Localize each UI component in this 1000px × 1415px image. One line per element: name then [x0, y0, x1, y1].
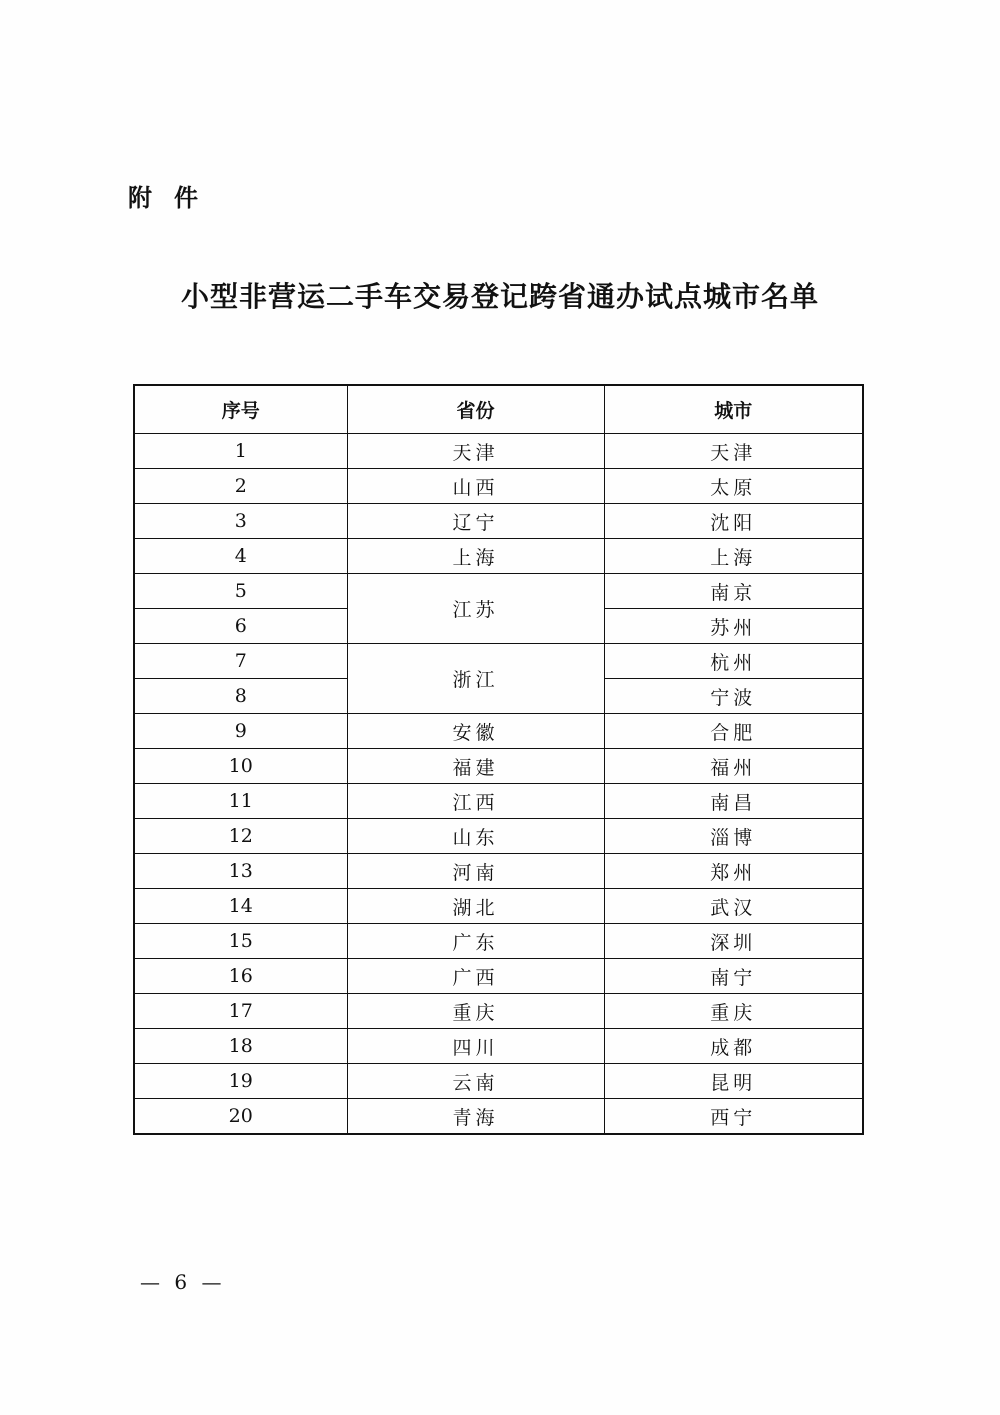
city-cell: 淄博	[604, 819, 863, 854]
city-cell: 宁波	[604, 679, 863, 714]
row-number-cell: 17	[134, 994, 347, 1029]
province-cell: 重庆	[347, 994, 604, 1029]
row-number-cell: 19	[134, 1064, 347, 1099]
province-cell: 浙江	[347, 644, 604, 714]
row-number-cell: 1	[134, 434, 347, 469]
row-number-cell: 6	[134, 609, 347, 644]
column-header-number: 序号	[134, 385, 347, 434]
city-cell: 郑州	[604, 854, 863, 889]
province-cell: 江苏	[347, 574, 604, 644]
table-row	[134, 959, 863, 994]
row-number-cell: 13	[134, 854, 347, 889]
province-cell: 河南	[347, 854, 604, 889]
province-cell: 湖北	[347, 889, 604, 924]
city-cell: 福州	[604, 749, 863, 784]
province-cell: 广东	[347, 924, 604, 959]
document-title: 小型非营运二手车交易登记跨省通办试点城市名单	[180, 280, 819, 313]
province-cell: 辽宁	[347, 504, 604, 539]
table-body	[134, 434, 863, 1135]
table-row	[134, 924, 863, 959]
row-number-cell: 9	[134, 714, 347, 749]
province-cell: 山西	[347, 469, 604, 504]
row-number-cell: 2	[134, 469, 347, 504]
attachment-label: 附件	[128, 184, 220, 212]
row-number-cell: 7	[134, 644, 347, 679]
city-cell: 苏州	[604, 609, 863, 644]
city-cell: 杭州	[604, 644, 863, 679]
city-cell: 昆明	[604, 1064, 863, 1099]
row-number-cell: 15	[134, 924, 347, 959]
table-row	[134, 1029, 863, 1064]
row-number-cell: 12	[134, 819, 347, 854]
table-row	[134, 994, 863, 1029]
province-cell: 江西	[347, 784, 604, 819]
table-row	[134, 574, 863, 609]
table-row	[134, 784, 863, 819]
row-number-cell: 4	[134, 539, 347, 574]
city-cell: 武汉	[604, 889, 863, 924]
province-cell: 广西	[347, 959, 604, 994]
page-number: — 6 —	[140, 1270, 226, 1294]
city-cell: 天津	[604, 434, 863, 469]
table-row	[134, 1064, 863, 1099]
row-number-cell: 14	[134, 889, 347, 924]
city-cell: 合肥	[604, 714, 863, 749]
table-row	[134, 434, 863, 469]
row-number-cell: 3	[134, 504, 347, 539]
table-row	[134, 889, 863, 924]
city-cell: 西宁	[604, 1099, 863, 1135]
city-cell: 沈阳	[604, 504, 863, 539]
city-cell: 太原	[604, 469, 863, 504]
province-cell: 云南	[347, 1064, 604, 1099]
city-cell: 重庆	[604, 994, 863, 1029]
table-row	[134, 749, 863, 784]
city-cell: 南京	[604, 574, 863, 609]
table-row	[134, 539, 863, 574]
row-number-cell: 20	[134, 1099, 347, 1135]
row-number-cell: 11	[134, 784, 347, 819]
table-row	[134, 644, 863, 679]
table-row	[134, 1099, 863, 1135]
row-number-cell: 5	[134, 574, 347, 609]
table-row	[134, 854, 863, 889]
province-cell: 四川	[347, 1029, 604, 1064]
table-row	[134, 469, 863, 504]
city-cell: 深圳	[604, 924, 863, 959]
row-number-cell: 10	[134, 749, 347, 784]
province-cell: 福建	[347, 749, 604, 784]
city-cell: 南昌	[604, 784, 863, 819]
pilot-city-table	[133, 384, 864, 1135]
province-cell: 上海	[347, 539, 604, 574]
row-number-cell: 8	[134, 679, 347, 714]
province-cell: 青海	[347, 1099, 604, 1135]
table-row	[134, 714, 863, 749]
city-cell: 上海	[604, 539, 863, 574]
row-number-cell: 16	[134, 959, 347, 994]
province-cell: 天津	[347, 434, 604, 469]
city-cell: 成都	[604, 1029, 863, 1064]
column-header-city: 城市	[604, 385, 863, 434]
table-header-row	[134, 385, 863, 434]
city-cell: 南宁	[604, 959, 863, 994]
row-number-cell: 18	[134, 1029, 347, 1064]
province-cell: 山东	[347, 819, 604, 854]
column-header-province: 省份	[347, 385, 604, 434]
table-row	[134, 819, 863, 854]
table-row	[134, 504, 863, 539]
province-cell: 安徽	[347, 714, 604, 749]
